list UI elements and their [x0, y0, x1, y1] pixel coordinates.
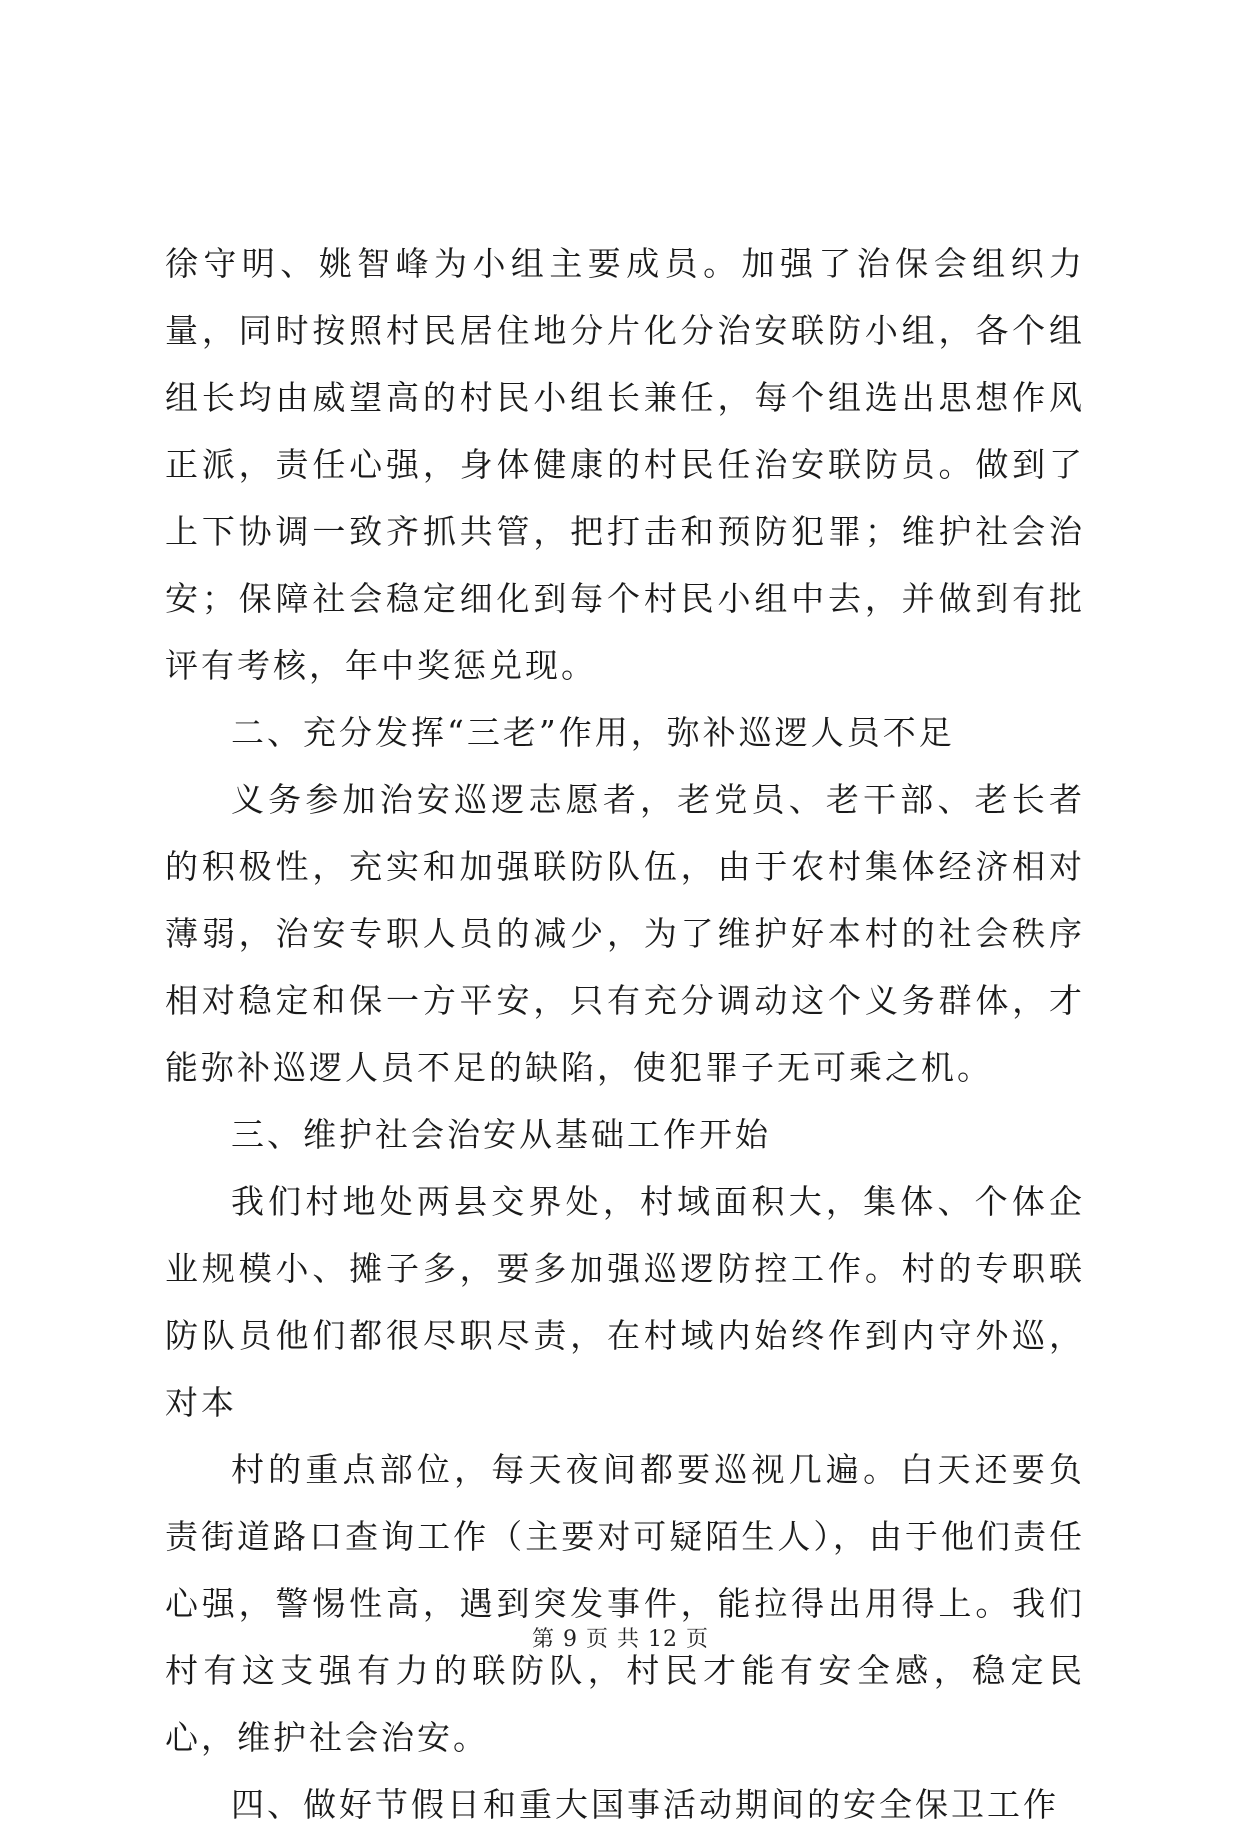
document-body	[165, 230, 1085, 1838]
paragraph-section-2: 义务参加治安巡逻志愿者，老党员、老干部、老长者的积极性，充实和加强联防队伍，由于农村集体经济相对薄弱，治安专职人员的减少，为了维护好本村的社会秩序相对稳定和保一方平安，只有充分调动这个义务群体，才能弥补巡逻人员不足的缺陷，使犯罪子无可乘之机。	[165, 780, 1085, 1087]
paragraph-section-3b: 村的重点部位，每天夜间都要巡视几遍。白天还要负责街道路口查询工作（主要对可疑陌生人），由于他们责任心强，警惕性高，遇到突发事件，能拉得出用得上。我们村有这支强有力的联防队，村民才能有安全感，稳定民心，维护社会治安。	[165, 1450, 1085, 1757]
page-number-footer: 第 9 页 共 12 页	[532, 1627, 709, 1652]
section-heading-2: 二、充分发挥“三老”作用，弥补巡逻人员不足	[231, 713, 955, 752]
section-heading-3: 三、维护社会治安从基础工作开始	[231, 1115, 771, 1154]
paragraph-section-3a: 我们村地处两县交界处，村域面积大，集体、个体企业规模小、摊子多，要多加强巡逻防控工作。村的专职联防队员他们都很尽职尽责，在村域内始终作到内守外巡，对本	[165, 1182, 1085, 1422]
section-heading-4: 四、做好节假日和重大国事活动期间的安全保卫工作	[231, 1785, 1059, 1824]
paragraph-continuation: 徐守明、姚智峰为小组主要成员。加强了治保会组织力量，同时按照村民居住地分片化分治安联防小组，各个组组长均由威望高的村民小组长兼任，每个组选出思想作风正派，责任心强，身体健康的村民任治安联防员。做到了上下协调一致齐抓共管，把打击和预防犯罪；维护社会治安；保障社会稳定细化到每个村民小组中去，并做到有批评有考核，年中奖惩兑现。	[165, 244, 1085, 685]
